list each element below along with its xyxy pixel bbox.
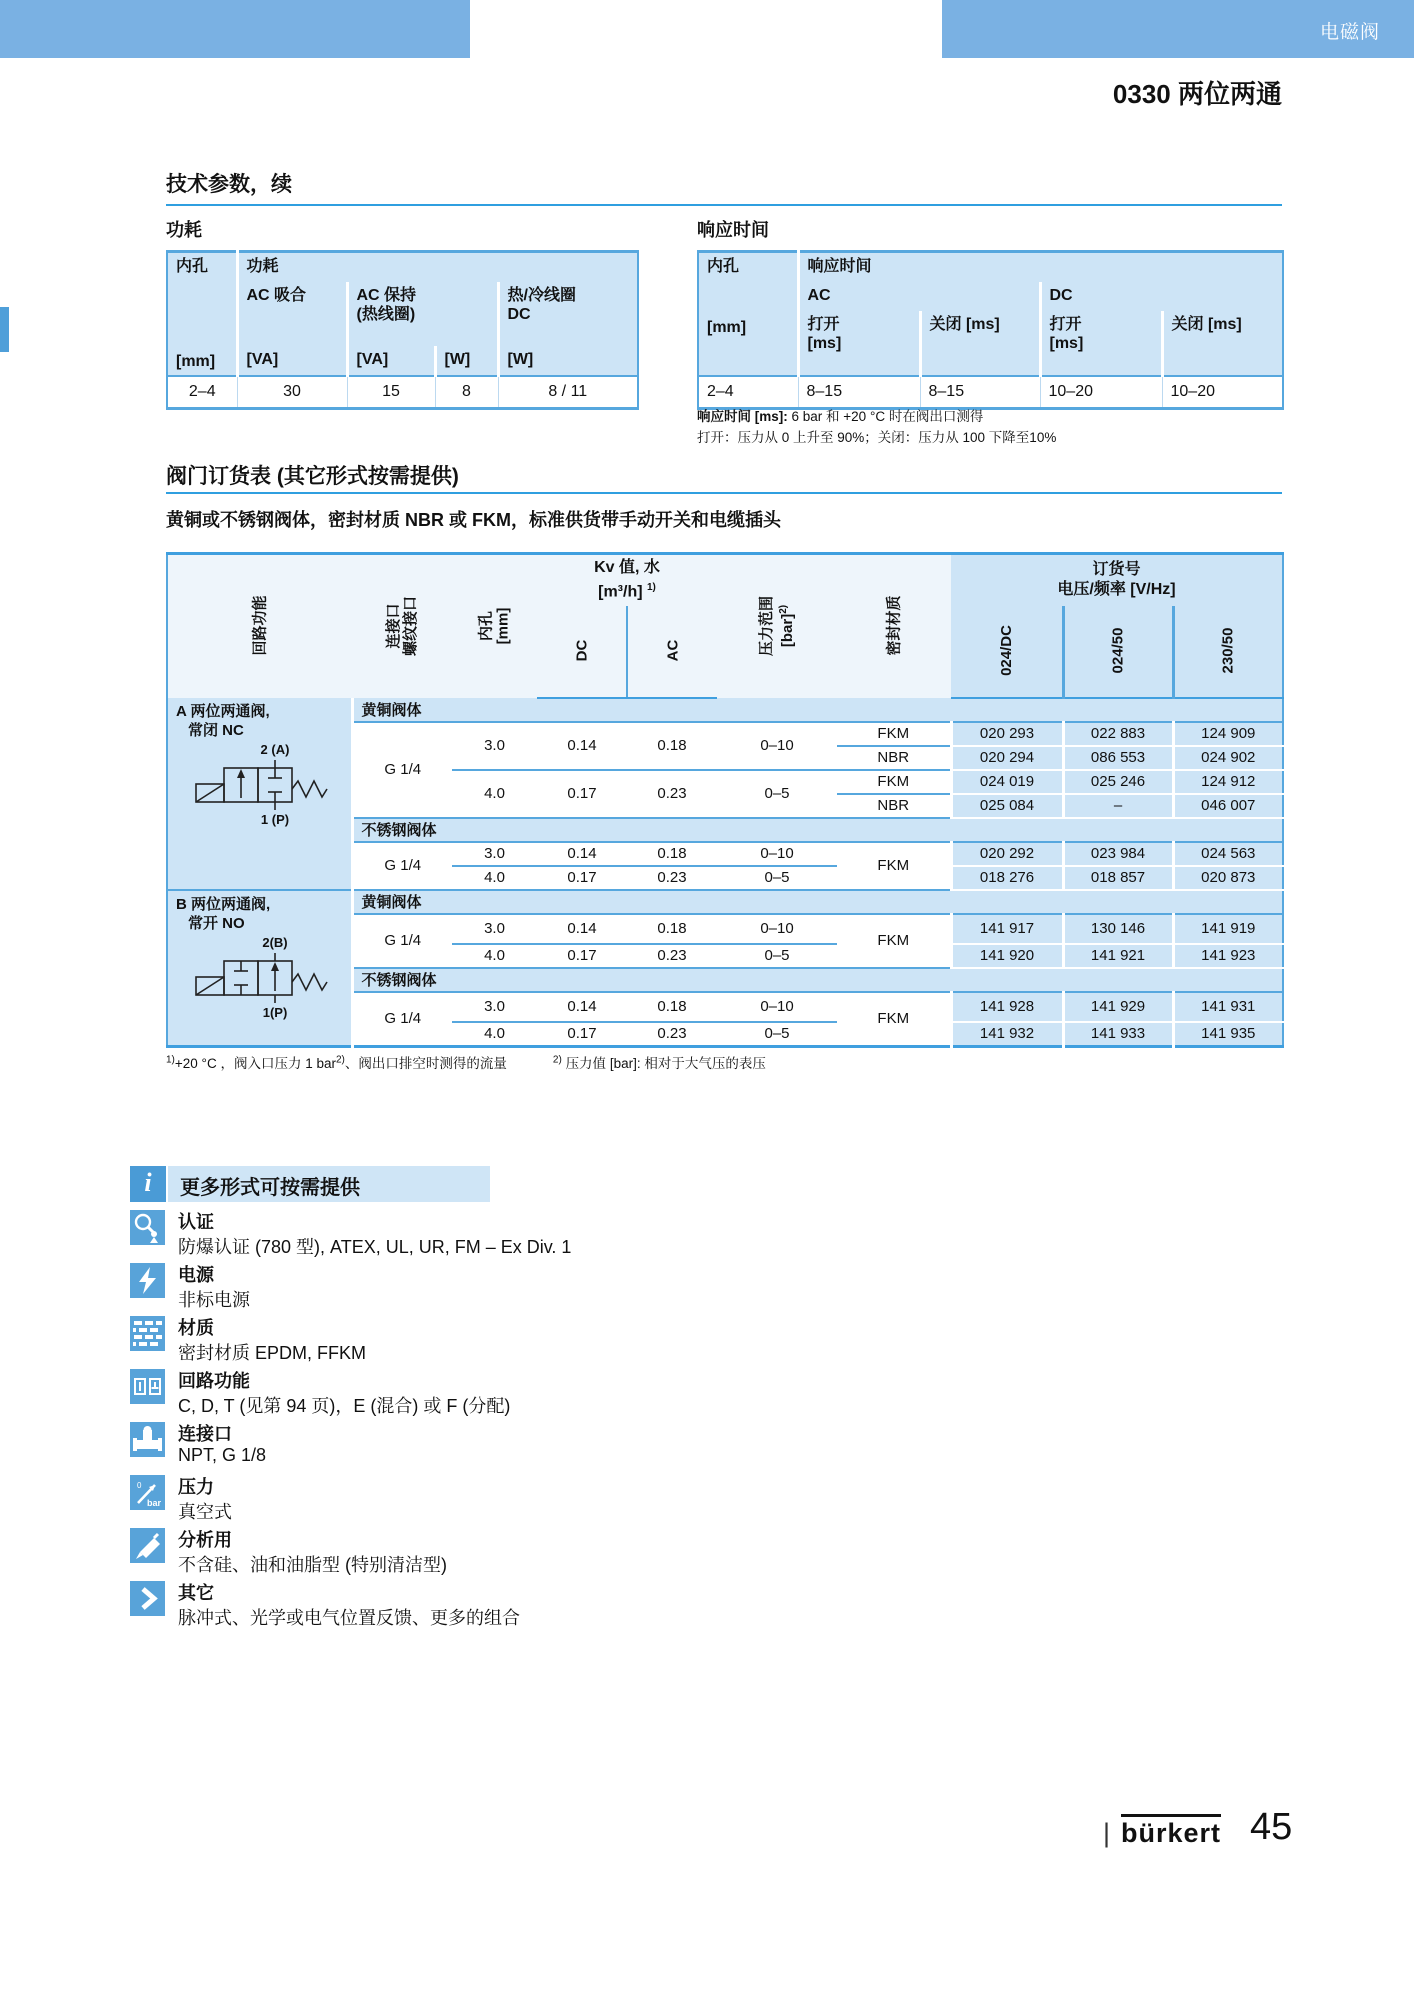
cell-order-number: 141 919: [1173, 914, 1283, 944]
info-icon: i: [130, 1166, 166, 1202]
circuit-title: B 两位两通阀,: [176, 895, 271, 913]
ac-hold-line2: (热线圈): [356, 306, 416, 324]
footnote-text: 压力值 [bar]: 相对于大气压的表压: [565, 1056, 766, 1071]
cell-kv-dc: 0.14: [537, 914, 627, 944]
port-label-top: 2 (A): [260, 741, 290, 757]
col-header-power-group: 功耗: [237, 252, 638, 283]
cell-order-number: 020 292: [951, 842, 1063, 866]
circuit-function-cell-b: [167, 890, 352, 1047]
pressure-icon: [130, 1475, 165, 1510]
info-item-analysis: [130, 1526, 830, 1576]
cell-order-number: 141 921: [1063, 944, 1173, 968]
cell-kv-ac: 0.18: [627, 992, 717, 1022]
value-cell: 10–20: [1040, 376, 1162, 408]
gauge-bar-label: bar: [147, 1498, 162, 1508]
cell-bore: 3.0: [452, 992, 537, 1022]
footnote-mark: 1): [166, 1054, 175, 1066]
info-item-desc: 防爆认证 (780 型), ATEX, UL, UR, FM – Ex Div. 1: [178, 1237, 572, 1257]
material-band-steel: 不锈钢阀体: [352, 818, 1283, 842]
material-icon: [130, 1316, 165, 1351]
cell-seal: FKM: [837, 770, 951, 794]
circuit-subtitle: 常开 NO: [188, 914, 245, 932]
info-item-power: [130, 1261, 830, 1311]
info-item-title: 分析用: [178, 1530, 232, 1550]
cell-order-number: 141 935: [1173, 1022, 1283, 1046]
value-cell: 8: [435, 376, 498, 408]
value-cell: 15: [347, 376, 435, 408]
note-bold: 响应时间 [ms]:: [697, 409, 788, 424]
valve-symbol-no: [176, 933, 342, 1037]
cell-order-number: 020 293: [951, 722, 1063, 746]
note-line-1: [697, 406, 1056, 427]
ordering-table: [166, 552, 1284, 1048]
col-header-024dc: [951, 606, 1063, 698]
cell-order-number: 023 984: [1063, 842, 1173, 866]
material-band-row: [167, 890, 1283, 914]
chevron-right-icon: [130, 1581, 165, 1616]
section-title-tech: 技术参数，续: [166, 173, 292, 196]
bore-label: 内孔: [176, 258, 209, 275]
coil-line2: DC: [507, 306, 531, 324]
col-header-dc-open: [1040, 311, 1162, 376]
bore-unit: [mm]: [707, 319, 747, 336]
cell-connection: G 1/4: [352, 992, 452, 1046]
material-band-brass: 黄铜阀体: [352, 890, 1283, 914]
kv-title: Kv 值, 水: [594, 559, 660, 577]
open-label: 打开: [807, 316, 840, 334]
cell-order-number: 141 929: [1063, 992, 1173, 1022]
gauge-zero-label: 0: [137, 1481, 142, 1490]
cell-order-number: 124 909: [1173, 722, 1283, 746]
logo-pipe: |: [1103, 1818, 1112, 1848]
coil-line1: 热/冷线圈: [507, 287, 576, 305]
page-edge-tab: [0, 307, 9, 352]
cell-kv-dc: 0.17: [537, 770, 627, 818]
info-item-title: 材质: [178, 1318, 214, 1338]
response-notes: [697, 406, 1056, 448]
cell-order-number: 022 883: [1063, 722, 1173, 746]
cell-order-number: 024 019: [951, 770, 1063, 794]
cell-order-number: 020 873: [1173, 866, 1283, 890]
cell-kv-dc: 0.14: [537, 842, 627, 866]
cell-pressure: 0–5: [717, 1022, 837, 1046]
value-cell: 8–15: [920, 376, 1040, 408]
power-consumption-table: [166, 250, 639, 410]
cell-order-number: 141 923: [1173, 944, 1283, 968]
unit-cell: [VA]: [237, 346, 347, 376]
circuit-icon: [130, 1369, 165, 1404]
cell-bore: 4.0: [452, 944, 537, 968]
info-item-circuit: [130, 1367, 830, 1417]
col-header-dc: DC: [1040, 282, 1283, 311]
cell-bore: 4.0: [452, 770, 537, 818]
cell-order-number: 025 246: [1063, 770, 1173, 794]
col-header-bore: [698, 252, 798, 377]
cell-order-number: 020 294: [951, 746, 1063, 770]
cell-order-number: 024 563: [1173, 842, 1283, 866]
port-label-bottom: 1 (P): [260, 811, 290, 827]
rotated-label: 024/50: [1109, 627, 1127, 674]
info-item-desc: 不含硅、油和油脂型 (特别清洁型): [178, 1555, 447, 1575]
col-header-ac-pull: AC 吸合: [237, 282, 347, 345]
col-header-kv: [537, 554, 717, 606]
analysis-icon: [130, 1528, 165, 1563]
cell-pressure: 0–10: [717, 842, 837, 866]
circuit-subtitle: 常闭 NC: [188, 721, 244, 739]
cell-connection: G 1/4: [352, 842, 452, 890]
table-row: [698, 252, 1283, 283]
cell-bore: 4.0: [452, 1022, 537, 1046]
col-header-seal: [837, 554, 951, 698]
value-cell: 30: [237, 376, 347, 408]
cell-kv-ac: 0.23: [627, 944, 717, 968]
cell-seal: FKM: [837, 722, 951, 746]
unit-cell: [W]: [498, 346, 638, 376]
info-header-bar: [168, 1166, 490, 1202]
cell-order-number: 124 912: [1173, 770, 1283, 794]
col-header-dc-close: 关闭 [ms]: [1162, 311, 1283, 376]
rotated-label: 回路功能: [251, 595, 269, 656]
cell-pressure: 0–5: [717, 944, 837, 968]
table-row: [167, 252, 638, 283]
cell-kv-ac: 0.23: [627, 770, 717, 818]
info-header-title: 更多形式可按需提供: [180, 1177, 360, 1199]
cell-order-number: 024 902: [1173, 746, 1283, 770]
cell-order-number: 025 084: [951, 794, 1063, 818]
cell-kv-dc: 0.14: [537, 992, 627, 1022]
info-item-desc: NPT, G 1/8: [178, 1445, 267, 1465]
info-item-desc: 真空式: [178, 1502, 232, 1522]
cell-kv-ac: 0.23: [627, 1022, 717, 1046]
port-label-bottom: 1(P): [262, 1004, 288, 1020]
section-rule: [166, 492, 1282, 494]
unit-cell: [VA]: [347, 346, 435, 376]
rotated-label: 内孔 [mm]: [477, 607, 512, 645]
cell-order-number: 130 146: [1063, 914, 1173, 944]
value-cell: 2–4: [167, 376, 237, 408]
category-tag: 电磁阀: [1319, 22, 1380, 43]
open-unit: [ms]: [1049, 335, 1084, 353]
table-header-row: [167, 554, 1283, 606]
material-band-brass: 黄铜阀体: [352, 698, 1283, 722]
rotated-label: 024/DC: [997, 625, 1015, 676]
cell-kv-dc: 0.17: [537, 866, 627, 890]
col-header-02450: [1063, 606, 1173, 698]
footnote-text: +20 °C ，阀入口压力 1 bar: [174, 1056, 336, 1071]
brand-logo: [1103, 1818, 1221, 1849]
cell-seal: NBR: [837, 794, 951, 818]
response-table-title: 响应时间: [697, 220, 769, 240]
note-text: 6 bar 和 +20 °C 时在阀出口测得: [791, 409, 984, 424]
cell-seal: NBR: [837, 746, 951, 770]
info-item-title: 连接口: [178, 1424, 232, 1444]
col-header-response-group: 响应时间: [798, 252, 1283, 283]
col-header-coil-dc: [498, 282, 638, 345]
cell-order-number: –: [1063, 794, 1173, 818]
cell-order-number: 141 917: [951, 914, 1063, 944]
logo-wordmark: bürkert: [1121, 1814, 1221, 1848]
page-number: 45: [1250, 1806, 1293, 1848]
info-item-title: 其它: [178, 1583, 214, 1603]
cell-pressure: 0–10: [717, 992, 837, 1022]
col-header-pressure: [717, 554, 837, 698]
cell-seal: FKM: [837, 842, 951, 890]
info-item-desc: C, D, T (见第 94 页)，E (混合) 或 F (分配): [178, 1396, 511, 1416]
rotated-label: 连接口 螺纹接口: [384, 595, 419, 656]
cell-pressure: 0–10: [717, 722, 837, 770]
info-item-pressure: [130, 1473, 830, 1523]
valve-symbol-nc: [176, 740, 342, 844]
table-row: [167, 282, 638, 345]
cell-pressure: 0–5: [717, 866, 837, 890]
col-header-ac-hold: [347, 282, 498, 345]
power-icon: [130, 1263, 165, 1298]
kv-unit: [m³/h]: [598, 583, 643, 601]
port-label-top: 2(B): [262, 934, 288, 950]
cell-kv-ac: 0.18: [627, 722, 717, 770]
rotated-label: 压力范围 [bar]$^{2)}$: [758, 595, 797, 656]
cell-seal: FKM: [837, 914, 951, 968]
section-title-order: 阀门订货表 (其它形式按需提供): [166, 465, 459, 488]
order-title: 订货号: [1092, 561, 1141, 579]
circuit-function-cell-a: [167, 698, 352, 890]
section-rule: [166, 204, 1282, 206]
cell-bore: 4.0: [452, 866, 537, 890]
col-header-ac: [627, 606, 717, 698]
table-footnotes: [166, 1052, 766, 1072]
cell-order-number: 046 007: [1173, 794, 1283, 818]
unit-cell: [W]: [435, 346, 498, 376]
note-line-2: 打开：压力从 0 上升至 90%；关闭：压力从 100 下降至10%: [697, 430, 1057, 445]
page-title: 0330 两位两通: [1112, 79, 1282, 109]
order-subtitle-voltage: 电压/频率 [V/Hz]: [1057, 581, 1176, 599]
top-bar-right: [942, 0, 1414, 58]
top-bar-left: [0, 0, 470, 58]
col-header-ac-open: [798, 311, 920, 376]
bore-unit: [mm]: [176, 353, 216, 370]
col-header-23050: [1173, 606, 1283, 698]
material-band-steel: 不锈钢阀体: [352, 968, 1283, 992]
open-unit: [ms]: [807, 335, 842, 353]
col-header-connection: [352, 554, 452, 698]
cell-order-number: 141 920: [951, 944, 1063, 968]
value-cell: 8 / 11: [498, 376, 638, 408]
footnote-mark: 2): [335, 1054, 345, 1066]
certification-icon: [130, 1210, 165, 1245]
footnote-text: 、阀出口排空时测得的流量: [344, 1056, 507, 1071]
info-item-title: 认证: [178, 1212, 214, 1232]
cell-order-number: 141 928: [951, 992, 1063, 1022]
cell-kv-dc: 0.17: [537, 1022, 627, 1046]
info-item-material: [130, 1314, 830, 1364]
col-header-dc: [537, 606, 627, 698]
info-item-title: 回路功能: [178, 1371, 250, 1391]
info-item-title: 压力: [178, 1477, 214, 1497]
rotated-label: 230/50: [1219, 627, 1237, 674]
info-item-desc: 密封材质 EPDM, FFKM: [178, 1343, 366, 1363]
order-subtitle: 黄铜或不锈钢阀体，密封材质 NBR 或 FKM，标准供货带手动开关和电缆插头: [166, 510, 781, 530]
cell-kv-dc: 0.14: [537, 722, 627, 770]
rotated-label: DC: [572, 639, 590, 662]
cell-order-number: 018 276: [951, 866, 1063, 890]
kv-footnote-mark: 1): [647, 582, 656, 594]
cell-order-number: 141 931: [1173, 992, 1283, 1022]
cell-kv-ac: 0.18: [627, 914, 717, 944]
cell-order-number: 141 933: [1063, 1022, 1173, 1046]
cell-connection: G 1/4: [352, 914, 452, 968]
col-header-bore: [452, 554, 537, 698]
col-header-ac: AC: [798, 282, 1040, 311]
material-band-row: [167, 698, 1283, 722]
info-item-desc: 脉冲式、光学或电气位置反馈、更多的组合: [178, 1608, 520, 1628]
table-row: [167, 346, 638, 376]
value-cell: 2–4: [698, 376, 798, 408]
value-cell: 8–15: [798, 376, 920, 408]
power-table-title: 功耗: [166, 220, 202, 240]
col-header-order-group: [951, 554, 1283, 606]
info-item-connection: [130, 1420, 830, 1470]
info-item-desc: 非标电源: [178, 1290, 250, 1310]
col-header-bore: [167, 252, 237, 377]
col-header-ac-close: 关闭 [ms]: [920, 311, 1040, 376]
table-row: [167, 376, 638, 408]
cell-bore: 3.0: [452, 842, 537, 866]
info-item-title: 电源: [178, 1265, 214, 1285]
cell-bore: 3.0: [452, 722, 537, 770]
cell-kv-ac: 0.23: [627, 866, 717, 890]
connection-icon: [130, 1422, 165, 1457]
bore-label: 内孔: [707, 258, 740, 275]
circuit-title: A 两位两通阀,: [176, 702, 270, 720]
rotated-label: 密封材质: [885, 595, 903, 656]
cell-order-number: 086 553: [1063, 746, 1173, 770]
response-time-table: [697, 250, 1284, 410]
cell-order-number: 018 857: [1063, 866, 1173, 890]
cell-order-number: 141 932: [951, 1022, 1063, 1046]
cell-pressure: 0–10: [717, 914, 837, 944]
cell-kv-ac: 0.18: [627, 842, 717, 866]
footnote-mark: 2): [552, 1054, 562, 1066]
cell-kv-dc: 0.17: [537, 944, 627, 968]
cell-seal: FKM: [837, 992, 951, 1046]
col-header-circuit-function: [167, 554, 352, 698]
cell-bore: 3.0: [452, 914, 537, 944]
value-cell: 10–20: [1162, 376, 1283, 408]
rotated-label: AC: [664, 639, 682, 662]
cell-pressure: 0–5: [717, 770, 837, 818]
open-label: 打开: [1049, 316, 1082, 334]
info-item-certification: [130, 1208, 830, 1258]
cell-connection: G 1/4: [352, 722, 452, 818]
info-item-other: [130, 1579, 830, 1629]
table-row: [698, 376, 1283, 408]
ac-hold-line1: AC 保持: [356, 287, 417, 305]
